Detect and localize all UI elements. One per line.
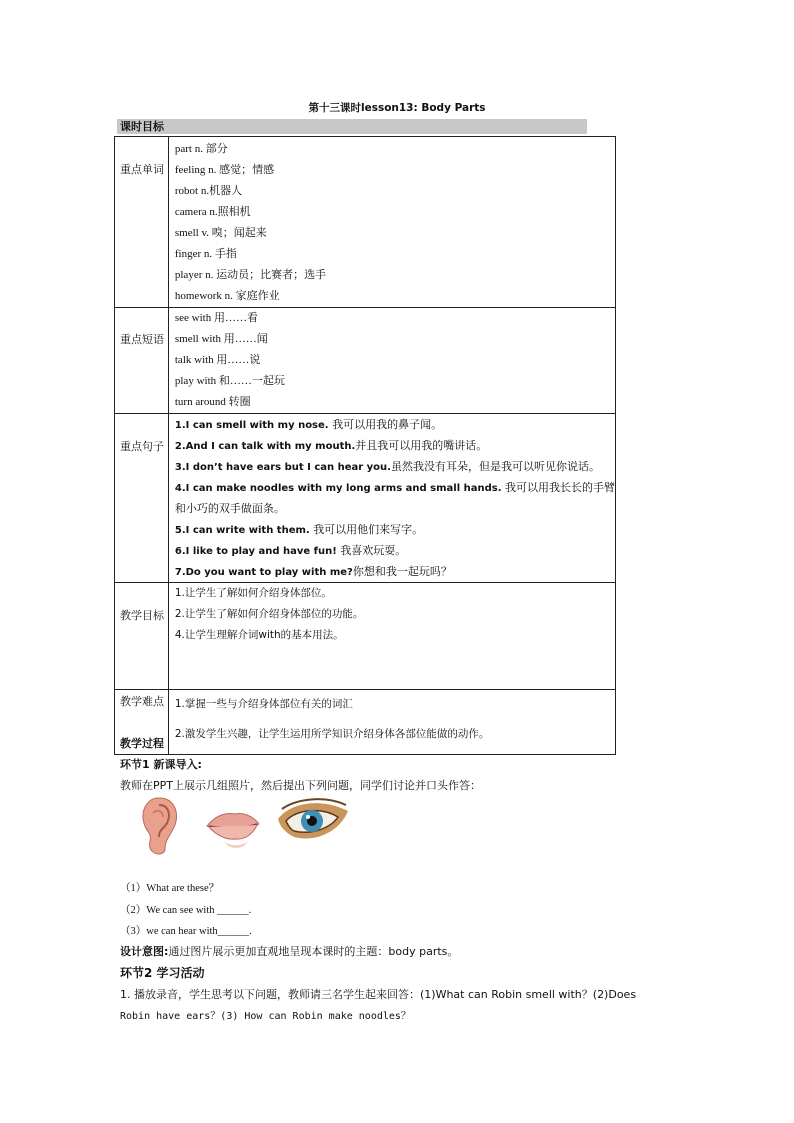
- difficulties-list: [168, 690, 615, 755]
- sentence-item: 1.I can smell with my nose. 我可以用我的鼻子闻。: [174, 418, 443, 431]
- difficulties-row: [115, 690, 616, 755]
- list-item: homework n. 家庭作业: [174, 290, 280, 302]
- list-item: 1.让学生了解如何介绍身体部位。: [174, 587, 332, 599]
- list-item: 2.让学生了解如何介绍身体部位的功能。: [174, 608, 364, 620]
- sentences-list: [168, 414, 615, 583]
- sentences-row: [115, 414, 616, 583]
- list-item: see with 用……看: [174, 312, 258, 324]
- vocab-row: [115, 137, 616, 308]
- objectives-table: [114, 136, 616, 755]
- list-item: turn around 转圈: [174, 396, 251, 408]
- sentence-item: 4.I can make noodles with my long arms and small hands. 我可以用我长长的手臂: [174, 481, 615, 494]
- process-heading: 教学过程: [120, 737, 164, 750]
- page-title: 第十三课时lesson13: Body Parts: [308, 102, 486, 114]
- step1-title: 环节1 新课导入:: [120, 758, 202, 771]
- sentence-item: 和小巧的双手做面条。: [174, 502, 285, 515]
- list-item: talk with 用……说: [174, 354, 261, 366]
- question-2: （2）We can see with ______.: [120, 905, 252, 916]
- question-1: （1）What are these？: [120, 883, 220, 894]
- list-item: smell with 用……闻: [174, 333, 268, 345]
- sentence-item: 7.Do you want to play with me?你想和我一起玩吗？: [174, 565, 452, 578]
- sentence-item: 3.I don’t have ears but I can hear you.虽然我没有耳朵，但是我可以听见你说话。: [174, 460, 600, 473]
- list-item: 4.让学生理解介词with的基本用法。: [174, 629, 344, 641]
- list-item: part n. 部分: [174, 143, 228, 155]
- sentence-item: 6.I like to play and have fun! 我喜欢玩耍。: [174, 544, 407, 557]
- list-item: 1.掌握一些与介绍身体部位有关的词汇: [174, 698, 353, 710]
- step1-intro: 教师在PPT上展示几组照片，然后提出下列问题，同学们讨论并口头作答：: [120, 779, 481, 792]
- vocab-list: [168, 137, 615, 308]
- phrases-label: 重点短语: [115, 308, 169, 414]
- difficulties-label: 教学难点: [115, 690, 169, 755]
- list-item: finger n. 手指: [174, 248, 237, 260]
- section-label: 课时目标: [117, 119, 587, 134]
- list-item: robot n.机器人: [174, 185, 243, 197]
- phrases-list: [168, 308, 615, 414]
- question-3: （3）we can hear with______.: [120, 926, 252, 937]
- vocab-label: 重点单词: [115, 137, 169, 308]
- sentence-item: 2.And I can talk with my mouth.并且我可以用我的嘴讲话。: [174, 439, 488, 452]
- activity-line-1: 1. 播放录音，学生思考以下问题，教师请三名学生起来回答：(1)What can Robin smell with？(2)Does: [120, 988, 637, 1001]
- goals-label: 教学目标: [115, 583, 169, 690]
- design-intent: 设计意图:通过图片展示更加直观地呈现本课时的主题：body parts。: [120, 945, 459, 958]
- phrases-row: [115, 308, 616, 414]
- list-item: feeling n. 感觉；情感: [174, 164, 275, 176]
- list-item: smell v. 嗅；闻起来: [174, 227, 267, 239]
- list-item: play with 和……一起玩: [174, 375, 285, 387]
- goals-list: [168, 583, 615, 690]
- sentences-label: 重点句子: [115, 414, 169, 583]
- ear-image: [137, 795, 181, 861]
- mouth-image: [205, 806, 261, 856]
- activity-line-2: Robin have ears？(3) How can Robin make noodles？: [120, 1011, 411, 1022]
- list-item: player n. 运动员；比赛者；选手: [174, 269, 327, 281]
- eye-image: [276, 797, 350, 851]
- goals-row: [115, 583, 616, 690]
- list-item: camera n.照相机: [174, 206, 251, 218]
- step2-title: 环节2 学习活动: [120, 966, 205, 980]
- sentence-item: 5.I can write with them. 我可以用他们来写字。: [174, 523, 424, 536]
- list-item: 2.激发学生兴趣，让学生运用所学知识介绍身体各部位能做的动作。: [174, 728, 490, 740]
